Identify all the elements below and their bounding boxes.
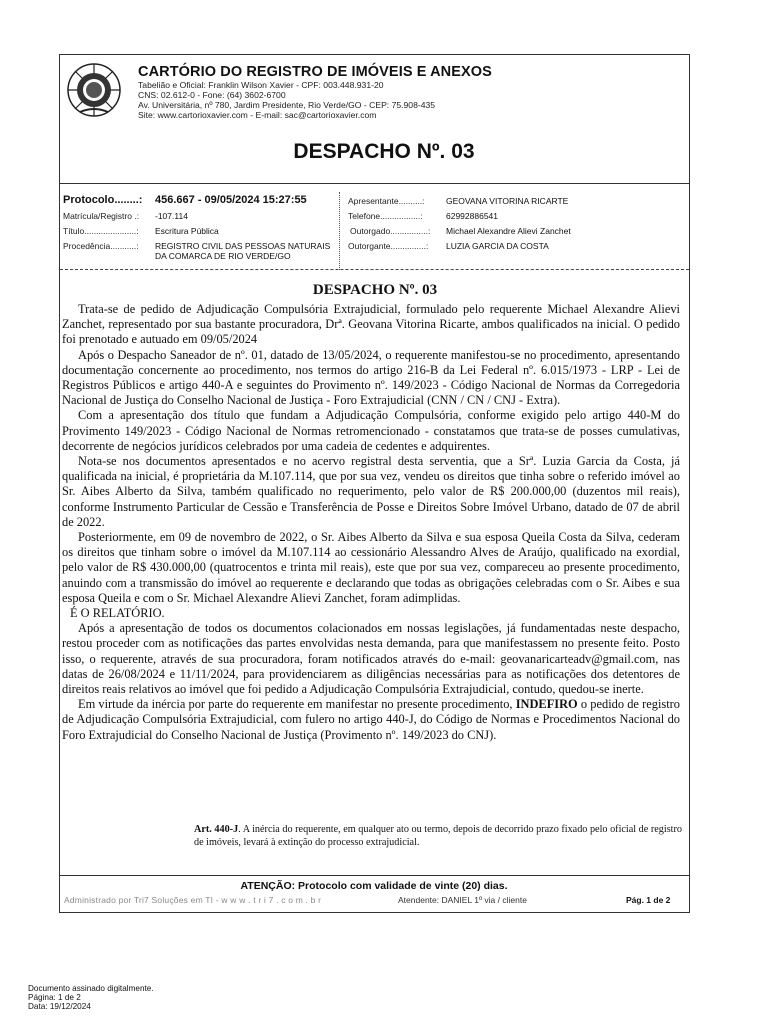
signature-page: Página: 1 de 2 [28, 993, 81, 1002]
outorgante-label: Outorgante...............: [348, 241, 429, 251]
data-block-separator [60, 269, 689, 270]
despacho-subtitle: DESPACHO Nº. 03 [312, 282, 438, 298]
article-text: . A inércia do requerente, em qualquer ato ou termo, depois de decorrido prazo fixado pelo oficial de registro de imóveis, levará à extinção do processo extrajudicial. [194, 824, 682, 848]
header-address-line: Av. Universitária, nº 780, Jardim Presidente, Rio Verde/GO - CEP: 75.908-435 [138, 100, 436, 110]
apresentante-label: Apresentante..........: [348, 196, 425, 206]
signature-line: Documento assinado digitalmente. [28, 984, 154, 993]
despacho-body [62, 302, 680, 743]
telefone-label: Telefone.................: [348, 211, 423, 221]
decision-paragraph [62, 697, 680, 743]
relatorio-heading: É O RELATÓRIO. [70, 606, 165, 621]
paragraph: Trata-se de pedido de Adjudicação Compulsória Extrajudicial, formulado pelo requerente Michael Alexandre Alievi Zanchet, representado por sua bastante procuradora, Drª. Geovana Vitorina Ricarte, ambos qualificados na inicial. O pedido foi prenotado e autuado em 09/05/2024 [62, 302, 680, 347]
signature-date: Data: 19/12/2024 [28, 1002, 91, 1011]
titulo-value: Escritura Pública [155, 226, 219, 236]
protocolo-label: Protocolo........: [63, 194, 143, 206]
article-quote [194, 823, 682, 849]
attention-notice: ATENÇÃO: Protocolo com validade de vinte (20) dias. [240, 880, 508, 892]
outorgante-value: LUZIA GARCIA DA COSTA [446, 241, 549, 251]
paragraph: Nota-se nos documentos apresentados e no acervo registral desta serventia, que a Srª. Luzia Garcia da Costa, já qualificada na inicial, é proprietária da M.107.114, que por sua vez, vendeu os direitos que tinha sobre o referido imóvel ao Sr. Aibes Alberto da Silva, também qualificado no requerimento, pelo valor de R$ 200.000,00 (duzentos mil reais), conforme Instrumento Particular de Cessão e Transferência de Posse e Direitos Sobre Imóvel Urbano, datado de 07 de abril de 2022. [62, 454, 680, 529]
header-divider [60, 183, 689, 184]
coat-of-arms-icon [66, 62, 122, 118]
indefiro-text: INDEFIRO [515, 697, 578, 712]
paragraph: Após o Despacho Saneador de nº. 01, datado de 13/05/2024, o requerente manifestou-se no procedimento, apresentando documentação concernente ao procedimento, nos termos do artigo 216-B da Lei Federal nº. 6.015/1973 - LRP - Lei de Registros Públicos e artigo 440-A e seguintes do Provimento nº. 149/2023 - Código Nacional de Normas da Corregedoria Nacional de Justiça do Conselho Nacional de Justiça - Foro Extrajudicial (CNN / CN / CNJ - Extra). [62, 347, 680, 408]
header-cns-line: CNS: 02.612-0 - Fone: (64) 3602-6700 [138, 90, 286, 100]
matricula-label: Matrícula/Registro .: [63, 211, 140, 221]
page-number: Pág. 1 de 2 [626, 895, 671, 905]
titulo-label: Título......................: [63, 226, 139, 236]
paragraph: Posteriormente, em 09 de novembro de 2022, o Sr. Aibes Alberto da Silva e sua esposa Queila Costa da Silva, cederam os direitos que tinham sobre o imóvel da M.107.114 ao cessionário Alessandro Alves de Araújo, qualificado na exordial, pelo valor de R$ 430.000,00 (quatrocentos e trinta mil reais), este que por sua vez, compareceu ao presente procedimento, anuindo com a transmissão do imóvel ao requerente e declarando que todas as obrigações celebradas com o Sr. Aibes e sua esposa Queila e com o Sr. Michael Alexandre Alievi Zanchet, foram adimplidas. [62, 530, 680, 605]
article-label: Art. 440-J [194, 824, 239, 835]
header-site-line: Site: www.cartorioxavier.com - E-mail: sac@cartorioxavier.com [138, 110, 377, 120]
paragraph: Após a apresentação de todos os documentos colacionados em nossas legislações, já fundamentadas neste despacho, restou proceder com as notificações das partes envolvidas nesta demanda, para que manifestassem no presente feito. Posto isso, o requerente, através de sua procuradora, foram notificados através do e-mail: geovanaricarteadv@gmail.com, nas datas de 26/08/2024 e 11/11/2024, para providenciarem as diligências necessárias para as notificações dos detentores de direitos reais relativos ao imóvel que foi pedido a Adjudicação Compulsória Extrajudicial, contudo, quedou-se inerte. [62, 621, 680, 697]
admin-credit: Administrado por Tri7 Soluções em TI - w w w . t r i 7 . c o m . b r [64, 895, 322, 905]
telefone-value: 62992886541 [446, 211, 499, 221]
decision-text: Em virtude da inércia por parte do requerente em manifestar no presente procedimento, [78, 697, 516, 712]
procedencia-label: Procedência...........: [63, 241, 139, 251]
apresentante-value: GEOVANA VITORINA RICARTE [446, 196, 569, 206]
matricula-value: -107.114 [155, 211, 188, 221]
data-block-divider [339, 192, 340, 270]
outorgado-value: Michael Alexandre Alievi Zanchet [446, 226, 571, 236]
paragraph: Com a apresentação dos título que fundam a Adjudicação Compulsória, conforme exigido pelo artigo 440-M do Provimento 149/2023 - Código Nacional de Normas retromencionado - constatamos que trata-se de posses cumulativas, decorrente de negócios jurídicos celebrados por uma cadeia de cedentes e adquirentes. [62, 408, 680, 453]
header-officer-line: Tabelião e Oficial: Franklin Wilson Xavier - CPF: 003.448.931-20 [138, 80, 384, 90]
outorgado-label: Outorgado................: [350, 226, 431, 236]
protocolo-value: 456.667 - 09/05/2024 15:27:55 [155, 194, 307, 206]
procedencia-value: REGISTRO CIVIL DAS PESSOAS NATURAIS DA COMARCA DE RIO VERDE/GO [155, 241, 331, 261]
page-title: DESPACHO Nº. 03 [293, 140, 475, 163]
decision-text-cont: o pedido de registro de Adjudicação Compulsória Extrajudicial, com fulero no artigo 440-J, do Código de Normas e Procedimentos Nacional do Foro Extrajudicial do Conselho Nacional de Justiça (Provimento nº. 149/2023 do CNJ). [62, 697, 680, 742]
footer-divider [60, 875, 689, 876]
attendant-info: Atendente: DANIEL 1º via / cliente [398, 895, 527, 905]
office-title: CARTÓRIO DO REGISTRO DE IMÓVEIS E ANEXOS [138, 64, 492, 80]
